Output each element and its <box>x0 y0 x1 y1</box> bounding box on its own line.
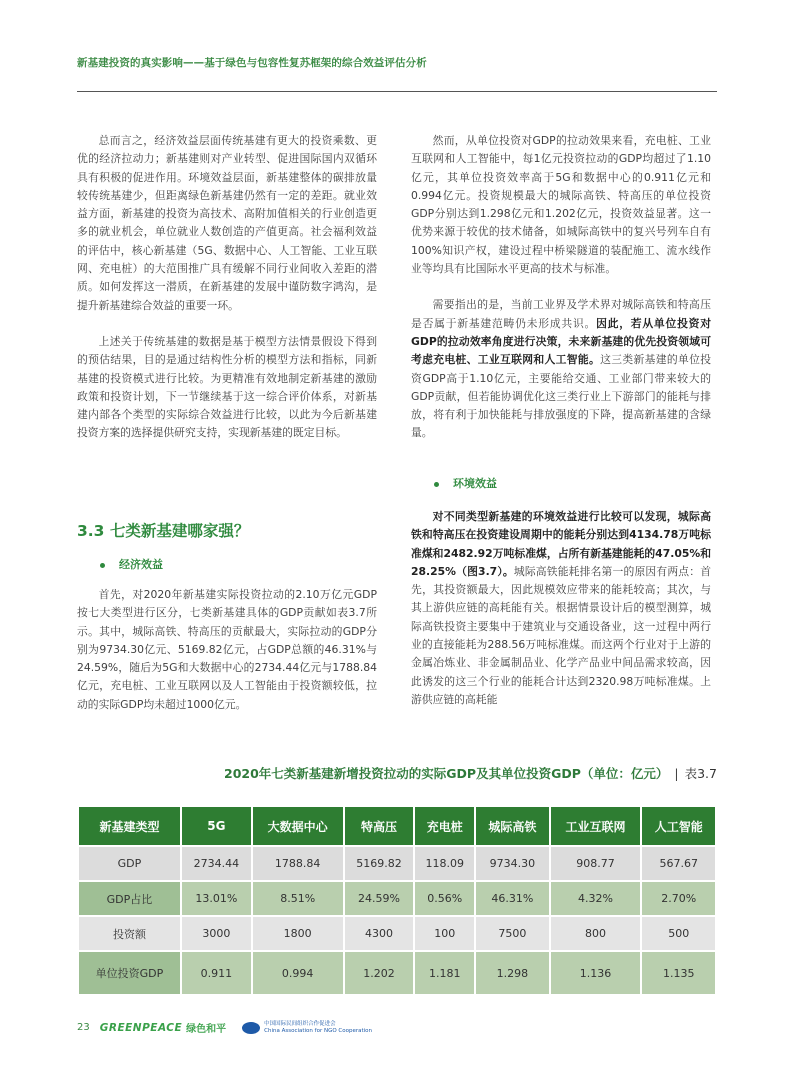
table-header-cell: 城际高铁 <box>476 807 548 845</box>
table-row <box>79 917 715 950</box>
table-header-cell: 大数据中心 <box>253 807 343 845</box>
paragraph: 然而，从单位投资对GDP的拉动效果来看，充电桩、工业互联网和人工智能中，每1亿元投资拉动的GDP均超过了1.10亿元，其单位投资效率高于5G和数据中心的0.911亿元和0.994亿元。投资规模最大的城际高铁、特高压的单位投资GDP分别达到1.298亿元和1.202亿元，投资效益显著。这一优势来源于较优的技术储备，如城际高铁中的复兴号列车自有100%知识产权，建设过程中桥梁隧道的装配施工、流水线作业等均具有比国际水平更高的技术与标准。 <box>411 134 711 276</box>
table-header-cell: 人工智能 <box>642 807 715 845</box>
text-run: 这三类新基建的单位投资GDP高于1.10亿元，主要能给交通、工业部门带来较大的GDP贡献，但若能协调优化这三类行业上下游部门的能耗与排放，将有利于加快能耗与排放强度的下降，提高新基建的含绿量。 <box>411 353 711 440</box>
table-number: 表3.7 <box>684 766 717 781</box>
table-row <box>79 882 715 915</box>
table-cell: 4.32% <box>551 882 641 915</box>
section-title: 3.3 七类新基建哪家强？ <box>77 522 250 540</box>
left-column-lower <box>77 586 377 714</box>
table-cell: 1.202 <box>345 952 414 994</box>
table-cell: 2734.44 <box>182 847 251 880</box>
paragraph: 上述关于传统基建的数据是基于模型方法情景假设下得到的预估结果，目的是通过结构性分析的模型方法和指标，同新基建的投资模式进行比较。为更精准有效地制定新基建的激励政策和投资计划，下一节继续基于这一综合评价体系，对新基建内部各个类型的实际综合效益进行比较，以此为今后新基建投资方案的选择提供研究支持，实现新基建的既定目标。 <box>77 334 377 440</box>
table-cell: 1.135 <box>642 952 715 994</box>
bullet-dot-icon <box>100 563 105 568</box>
table-cell: 13.01% <box>182 882 251 915</box>
table-cell: 4300 <box>345 917 414 950</box>
table-cell: 500 <box>642 917 715 950</box>
row-label: 投资额 <box>79 917 180 950</box>
paragraph: 首先，对2020年新基建实际投资拉动的2.10万亿元GDP按七大类型进行区分，七类新基建具体的GDP贡献如表3.7所示。其中，城际高铁、特高压的贡献最大，实际拉动的GDP分别为9734.30亿元、5169.82亿元，占GDP总额的46.31%与24.59%，随后为5G和大数据中心的2734.44亿元与1788.84亿元，充电桩、工业互联网以及人工智能由于投资额较低，拉动的实际GDP均未超过1000亿元。 <box>77 588 377 711</box>
text-run: 需要指出的是，当前工业界及学术界对城际高铁和特高压是否属于新基建范畴仍未形成共识。 <box>411 298 711 330</box>
table-header-cell: 新基建类型 <box>79 807 180 845</box>
paragraph <box>411 296 711 442</box>
row-label: GDP <box>79 847 180 880</box>
table-caption <box>77 764 717 782</box>
table-row <box>79 847 715 880</box>
text-run: 城际高铁能耗排名第一的原因有两点：首先，其投资额最大，因此规模效应带来的能耗较高；其次，与其上游供应链的高耗能有关。根据情景设计后的模型测算，城际高铁投资主要集中于建筑业与交通设备业，这一过程中两行业的直接能耗为288.56万吨标准煤。而这两个行业对于上游的金属冶炼业、非金属制品业、化学产品业中间品需求较高，因此诱发的这三个行业的能耗合计达到2320.98万吨标准煤。上游供应链的高耗能 <box>411 564 712 706</box>
table-header-row <box>79 807 715 845</box>
table-cell: 1788.84 <box>253 847 343 880</box>
page-number: 23 <box>77 1022 90 1033</box>
table-cell: 908.77 <box>551 847 641 880</box>
table-row <box>79 952 715 994</box>
row-label: 单位投资GDP <box>79 952 180 994</box>
right-column <box>411 132 711 443</box>
table-cell: 1.298 <box>476 952 548 994</box>
table-cell: 3000 <box>182 917 251 950</box>
paragraph: 总而言之，经济效益层面传统基建有更大的投资乘数、更优的经济拉动力；新基建则对产业转型、促进国际国内双循环具有积极的促进作用。环境效益层面，新基建整体的碳排放量较传统基建少，但距离绿色新基建仍然有一定的差距。就业效益方面，新基建的投资为高技术、高附加值相关的行业创造更多的就业机会，单位就业人数创造的产值更高。社会福利效益的评估中，核心新基建（5G、数据中心、人工智能、工业互联网、充电桩）的大范围推广具有缓解不同行业间收入差距的潜质。如何发挥这一潜质，在新基建的发展中谨防数字鸿沟，是提升新基建综合效益的重要一环。 <box>77 134 377 312</box>
bullet-heading-economic <box>100 556 163 572</box>
caption-separator: | <box>674 766 679 781</box>
table-cell: 0.994 <box>253 952 343 994</box>
left-column <box>77 132 377 443</box>
table-header-cell: 特高压 <box>345 807 414 845</box>
greenpeace-cn-logo: 绿色和平 <box>186 1024 227 1035</box>
row-label: GDP占比 <box>79 882 180 915</box>
table-cell: 100 <box>415 917 474 950</box>
table-cell: 1.136 <box>551 952 641 994</box>
bullet-dot-icon <box>434 482 439 487</box>
paragraph <box>411 508 711 709</box>
table-cell: 0.911 <box>182 952 251 994</box>
right-column-lower <box>411 508 711 709</box>
bullet-label: 经济效益 <box>119 558 163 571</box>
table-caption-title: 2020年七类新基建新增投资拉动的实际GDP及其单位投资GDP（单位：亿元） <box>224 766 669 781</box>
table-cell: 2.70% <box>642 882 715 915</box>
data-table <box>77 805 717 996</box>
table-cell: 800 <box>551 917 641 950</box>
table-cell: 5169.82 <box>345 847 414 880</box>
table-cell: 46.31% <box>476 882 548 915</box>
running-header: 新基建投资的真实影响——基于绿色与包容性复苏框架的综合效益评估分析 <box>77 57 427 69</box>
table-cell: 24.59% <box>345 882 414 915</box>
table-cell: 1.181 <box>415 952 474 994</box>
table-header-cell: 工业互联网 <box>551 807 641 845</box>
table-cell: 1800 <box>253 917 343 950</box>
association-logo <box>242 1021 372 1035</box>
header-divider <box>77 91 717 92</box>
table-header-cell: 5G <box>182 807 251 845</box>
page-footer <box>77 1020 372 1035</box>
bullet-heading-environment <box>434 475 497 491</box>
table-cell: 9734.30 <box>476 847 548 880</box>
table-cell: 567.67 <box>642 847 715 880</box>
greenpeace-logo: GREENPEACE <box>99 1021 183 1034</box>
table-cell: 8.51% <box>253 882 343 915</box>
table-header-cell: 充电桩 <box>415 807 474 845</box>
association-name: 中国国际民间组织合作促进会 <box>264 1020 336 1027</box>
table-cell: 7500 <box>476 917 548 950</box>
table-cell: 0.56% <box>415 882 474 915</box>
bold-text-run: 对不同类型新基建的环境效益进行比较可以发现，城际高铁和特高压在投资建设周期中的能耗分别达到4134.78万吨标准煤和2482.92万吨标准煤，占所有新基建能耗的47.05%和28.25%（图3.7）。 <box>411 510 711 578</box>
association-emblem-icon <box>242 1022 260 1034</box>
bold-text-run: 因此，若从单位投资对GDP的拉动效率角度进行决策，未来新基建的优先投资领域可考虑充电桩、工业互联网和人工智能。 <box>411 316 712 367</box>
association-name-en: China Association for NGO Cooperation <box>264 1027 373 1034</box>
bullet-label: 环境效益 <box>453 477 497 490</box>
table-cell: 118.09 <box>415 847 474 880</box>
